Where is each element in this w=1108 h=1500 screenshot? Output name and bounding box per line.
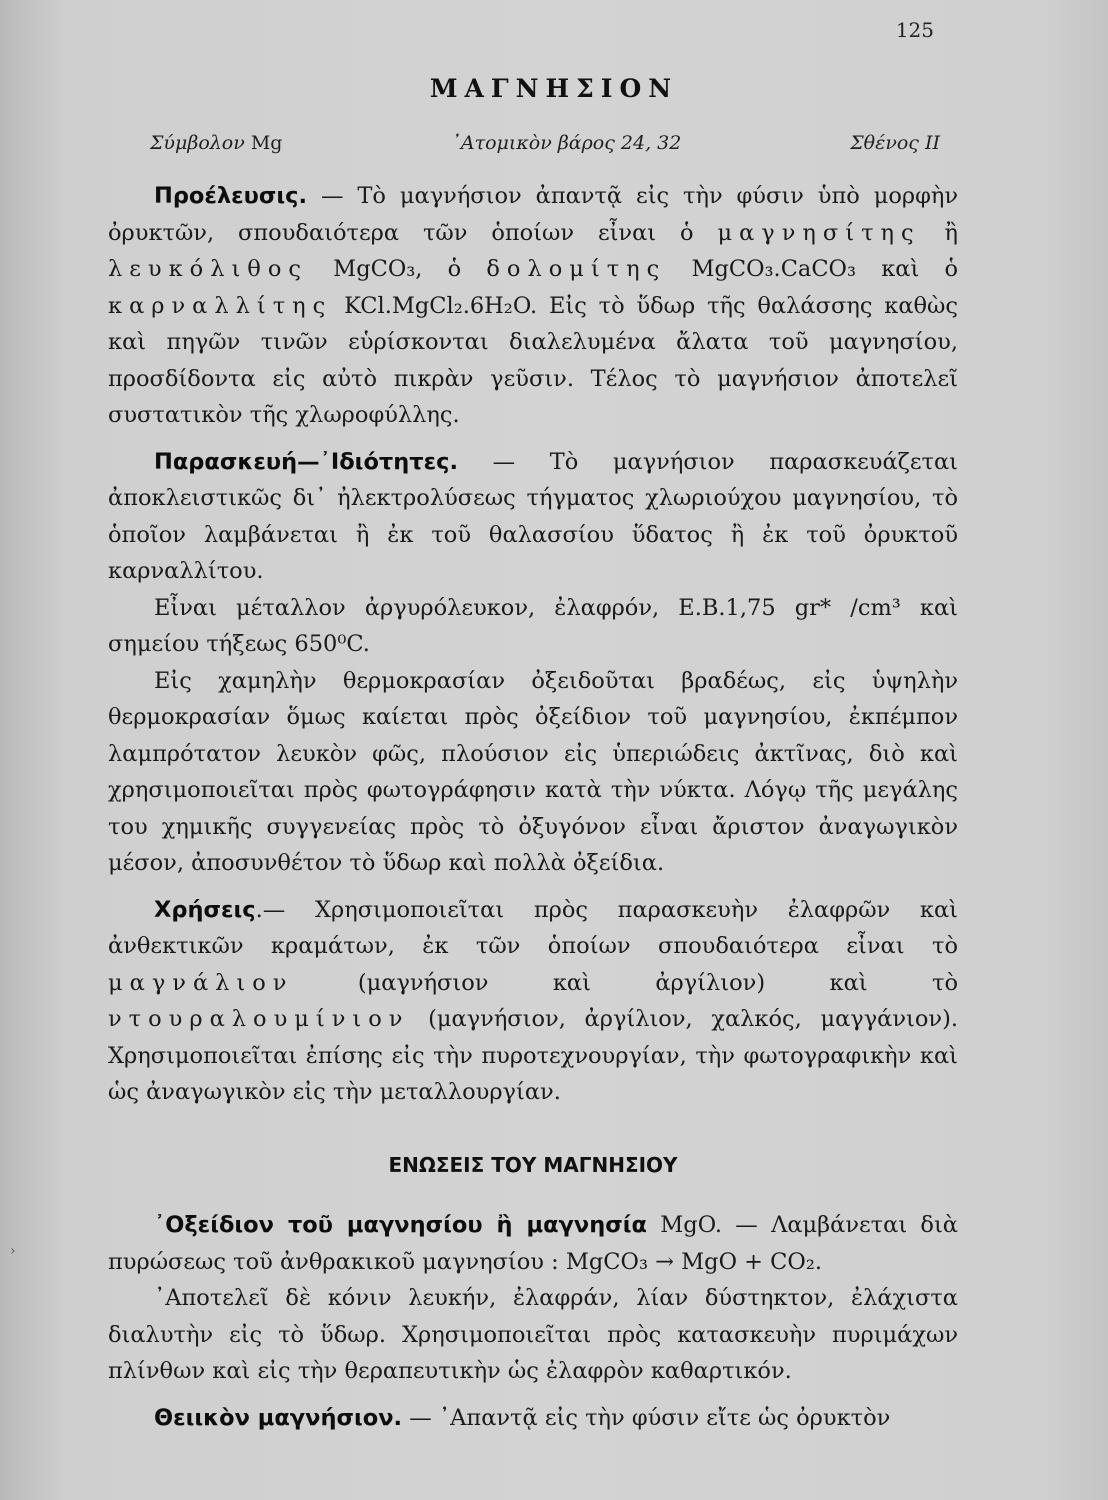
origin-text: καὶ ὁ bbox=[881, 256, 959, 282]
paragraph-sulfate bbox=[108, 1400, 958, 1437]
origin-text: ἢ bbox=[944, 219, 958, 246]
chapter-title: ΜΑΓΝΗΣΙΟΝ bbox=[429, 74, 679, 103]
oxide-heading: ᾿Οξείδιον τοῦ μαγνησίου ἢ μαγνησία bbox=[154, 1212, 647, 1238]
formula: MgCO₃.CaCO₃ bbox=[691, 256, 857, 282]
paragraph-preparation bbox=[108, 444, 958, 590]
uses-heading: Χρήσεις bbox=[154, 896, 256, 923]
atomic-weight: ᾿Ατομικὸν βάρος 24, 32 bbox=[451, 132, 682, 154]
symbol-label: Σύμβολον bbox=[150, 132, 245, 154]
mineral-carnallite: καρναλλίτης bbox=[108, 292, 333, 319]
origin-text: ὁ bbox=[447, 256, 462, 282]
origin-text: — Τὸ μαγνήσιον ἀπαντᾷ εἰς τὴν φύσιν ὑπὸ μορφὴν ὀρυκτῶν, σπουδαιότερα τῶν ὁποίων εἶναι ὁ bbox=[108, 183, 958, 246]
formula: MgCO₃, bbox=[333, 256, 423, 282]
uses-text: (μαγνήσιον, ἀργίλιον, χαλκός, μαγγάνιον). Χρησιμοποιεῖται ἐπίσης εἰς τὴν πυροτεχνουργίαν, τὴν φωτογραφικὴν καὶ ὡς ἀναγωγικὸν εἰς τὴν μεταλλουργίαν. bbox=[108, 1006, 959, 1105]
origin-heading: Προέλευσις. bbox=[154, 183, 308, 209]
formula: KCl.MgCl₂.6H₂O. bbox=[344, 292, 538, 319]
compounds-heading: ΕΝΩΣΕΙΣ ΤΟΥ ΜΑΓΝΗΣΙΟΥ bbox=[388, 1152, 678, 1177]
symbol bbox=[150, 132, 282, 154]
element-properties bbox=[150, 132, 940, 154]
paragraph-oxide bbox=[108, 1207, 958, 1280]
preparation-text: — Τὸ μαγνήσιον παρασκευάζεται ἀποκλειστικῶς δι᾿ ἠλεκτρολύσεως τήγματος χλωριούχου μαγνησίου, τὸ ὁποῖον λαμβάνεται ἢ ἐκ τοῦ θαλασσίου ὕδατος ἢ ἐκ τοῦ ὀρυκτοῦ καρναλλίτου. bbox=[108, 448, 958, 584]
sulfate-text: — ᾿Απαντᾷ εἰς τὴν φύσιν εἴτε ὡς ὀρυκτὸν bbox=[409, 1404, 891, 1431]
preparation-heading: Παρασκευή—᾿Ιδιότητες. bbox=[154, 448, 459, 475]
paragraph-oxide-properties: ᾿Αποτελεῖ δὲ κόνιν λευκήν, ἐλαφράν, λίαν δύστηκτον, ἐλάχιστα διαλυτὴν εἰς τὸ ὕδωρ. Χρησιμοποιεῖται πρὸς κατασκευὴν πυριμάχων πλίνθων καὶ εἰς τὴν θεραπευτικὴν ὡς ἐλαφρὸν καθαρτικόν. bbox=[108, 1285, 958, 1384]
uses-text: .— Χρησιμοποιεῖται πρὸς παρασκευὴν ἐλαφρῶν καὶ ἀνθεκτικῶν κραμάτων, ἐκ τῶν ὁποίων σπουδαιότερα εἶναι τὸ bbox=[108, 896, 958, 959]
uses-text: (μαγνήσιον καὶ ἀργίλιον) καὶ τὸ bbox=[357, 969, 958, 996]
mineral-dolomite: δολομίτης bbox=[486, 256, 667, 282]
oxide-text: MgO. — Λαμβάνεται διὰ πυρώσεως τοῦ ἀνθρακικοῦ μαγνησίου : MgCO₃ → MgO + CO₂. bbox=[108, 1212, 958, 1275]
paragraph-oxidation: Εἰς χαμηλὴν θερμοκρασίαν ὀξειδοῦται βραδέως, εἰς ὑψηλὴν θερμοκρασίαν ὅμως καίεται πρὸς ὀξείδιον τοῦ μαγνησίου, ἐκπέμπον λαμπρότατον λευκὸν φῶς, πλούσιον εἰς ὑπεριώδεις ἀκτῖνας, διὸ καὶ χρησιμοποιεῖται πρὸς φωτογράφησιν κατὰ τὴν νύκτα. Λόγῳ τῆς μεγάλης του χημικῆς συγγενείας πρὸς τὸ ὀξυγόνον εἶναι ἄριστον ἀναγωγικὸν μέσον, ἀποσυνθέτον τὸ ὕδωρ καὶ πολλὰ ὀξείδια. bbox=[108, 667, 958, 876]
mineral-magnesite: μαγνησίτης bbox=[717, 219, 921, 246]
paragraph-properties: Εἶναι μέταλλον ἀργυρόλευκον, ἐλαφρόν, Ε.Β.1,75 gr* /cm³ καὶ σημείου τήξεως 650⁰C. bbox=[108, 594, 958, 657]
symbol-value: Mg bbox=[250, 132, 283, 154]
origin-text: Εἰς τὸ ὕδωρ τῆς θαλάσσης καθὼς καὶ πηγῶν τινῶν εὑρίσκονται διαλελυμένα ἄλατα τοῦ μαγνησίου, προσδίδοντα εἰς αὐτὸ πικρὰν γεῦσιν. Τέλος τὸ μαγνήσιον ἀποτελεῖ συστατικὸν τῆς χλωροφύλλης. bbox=[108, 292, 959, 428]
sulfate-heading: Θειικὸν μαγνήσιον. bbox=[154, 1404, 403, 1431]
page-number: 125 bbox=[895, 18, 934, 42]
margin-arrow-icon: › bbox=[10, 1243, 16, 1259]
paragraph-uses bbox=[108, 892, 958, 1111]
valence: Σθένος II bbox=[850, 132, 940, 154]
paragraph-origin bbox=[108, 178, 958, 434]
mineral-leukolithos: λευκόλιθος bbox=[108, 256, 308, 282]
alloy-magnalium: μαγνάλιον bbox=[108, 969, 294, 996]
body-text bbox=[108, 178, 958, 1436]
alloy-duralumin: ντουραλουμίνιον bbox=[108, 1006, 410, 1032]
